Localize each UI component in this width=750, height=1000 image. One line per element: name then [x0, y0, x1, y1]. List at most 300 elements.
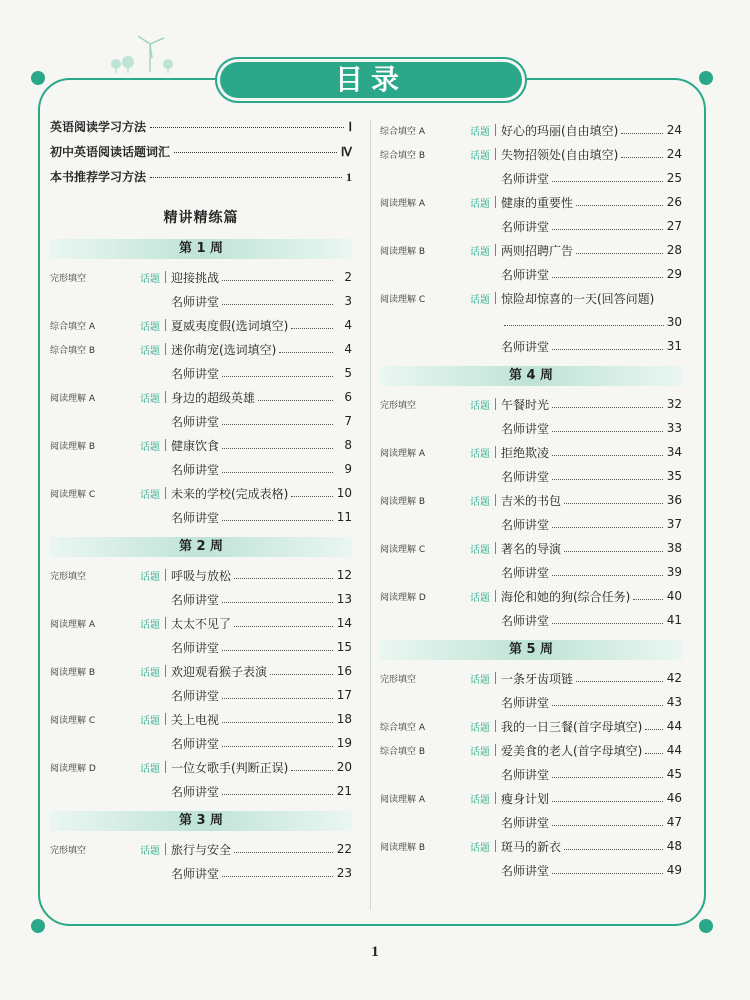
week-header: 第 2 周 — [50, 537, 352, 557]
entry-page: 40 — [666, 589, 682, 603]
leader-dots — [552, 705, 663, 706]
entry-page: 28 — [666, 243, 682, 257]
entry-title: 惊险却惊喜的一天(回答问题) — [501, 291, 655, 306]
leader-dots — [552, 181, 663, 182]
toc-entry-continuation[interactable] — [380, 310, 682, 334]
tag-separator — [495, 244, 496, 256]
entry-title: 午餐时光 — [501, 397, 550, 412]
entry-topic-tag: 话题 — [140, 667, 160, 679]
entry-type: 阅读理解 A — [50, 619, 96, 630]
entry-type: 综合填空 B — [380, 746, 426, 757]
entry-type: 阅读理解 B — [380, 246, 426, 257]
leader-dots — [222, 698, 333, 699]
tag-separator — [165, 665, 166, 677]
tag-separator — [165, 713, 166, 725]
entry-page: 16 — [336, 664, 352, 678]
entry-topic-tag: 话题 — [470, 794, 490, 806]
leader-dots — [270, 674, 333, 675]
entry-page: 21 — [336, 784, 352, 798]
entry-title: 名师讲堂 — [501, 339, 550, 354]
leader-dots — [552, 277, 663, 278]
leader-dots — [150, 177, 342, 178]
toc-entry[interactable] — [380, 762, 682, 786]
toc-entry[interactable] — [50, 433, 352, 457]
toc-entry[interactable] — [380, 488, 682, 512]
entry-type: 阅读理解 D — [50, 763, 96, 774]
toc-entry[interactable] — [380, 584, 682, 608]
toc-entry[interactable] — [50, 587, 352, 611]
leader-dots — [234, 852, 333, 853]
week-items — [50, 563, 352, 803]
entry-topic-tag: 话题 — [140, 273, 160, 285]
entry-topic-tag: 话题 — [470, 496, 490, 508]
leader-dots — [552, 431, 663, 432]
toc-entry[interactable] — [50, 265, 352, 289]
intro-title: 英语阅读学习方法 — [50, 120, 147, 134]
frame-corner-dot — [699, 919, 713, 933]
intro-entry[interactable] — [50, 118, 352, 143]
toc-entry[interactable] — [50, 755, 352, 779]
entry-type: 阅读理解 C — [50, 715, 96, 726]
leader-dots — [552, 777, 663, 778]
leader-dots — [552, 825, 663, 826]
toc-entry[interactable] — [380, 392, 682, 416]
tag-separator — [165, 569, 166, 581]
entry-topic-tag: 话题 — [470, 198, 490, 210]
tag-separator — [495, 124, 496, 136]
entry-type: 阅读理解 B — [50, 441, 96, 452]
toc-entry[interactable] — [50, 707, 352, 731]
entry-topic-tag: 话题 — [470, 400, 490, 412]
toc-entry[interactable] — [50, 611, 352, 635]
toc-entry[interactable] — [50, 313, 352, 337]
entry-page: 27 — [666, 219, 682, 233]
leader-dots — [552, 623, 663, 624]
leader-dots — [222, 304, 333, 305]
entry-title: 两则招聘广告 — [501, 243, 574, 258]
entry-page: 17 — [336, 688, 352, 702]
week-items — [50, 837, 352, 885]
entry-title: 名师讲堂 — [501, 613, 550, 628]
entry-title: 名师讲堂 — [501, 219, 550, 234]
leader-dots — [576, 681, 663, 682]
intro-page: Ⅰ — [348, 120, 352, 134]
entry-title: 海伦和她的狗(综合任务) — [501, 589, 631, 604]
entry-page: 8 — [344, 438, 352, 452]
toc-entry[interactable] — [380, 738, 682, 762]
entry-page: 37 — [666, 517, 682, 531]
entry-page: 33 — [666, 421, 682, 435]
toc-entry[interactable] — [50, 659, 352, 683]
entry-page: 32 — [666, 397, 682, 411]
toc-entry[interactable] — [50, 683, 352, 707]
toc-entry[interactable] — [380, 666, 682, 690]
leader-dots — [222, 876, 333, 877]
leader-dots — [564, 503, 663, 504]
entry-type: 阅读理解 D — [380, 592, 426, 603]
entry-topic-tag: 话题 — [470, 746, 490, 758]
entry-title: 名师讲堂 — [171, 510, 220, 525]
entry-title: 名师讲堂 — [171, 462, 220, 477]
page-title: 目录 — [220, 62, 522, 98]
entry-title: 好心的玛丽(自由填空) — [501, 123, 619, 138]
windmill-trees-decoration — [108, 32, 178, 74]
leader-dots — [222, 650, 333, 651]
toc-entry[interactable] — [380, 142, 682, 166]
leader-dots — [279, 352, 333, 353]
entry-type: 阅读理解 C — [380, 544, 426, 555]
entry-title: 关上电视 — [171, 712, 220, 727]
entry-title: 迎接挑战 — [171, 270, 220, 285]
entry-topic-tag: 话题 — [470, 722, 490, 734]
intro-page: Ⅳ — [340, 145, 352, 159]
left-weeks — [50, 239, 352, 885]
toc-entry[interactable] — [50, 505, 352, 529]
leader-dots — [552, 479, 663, 480]
toc-entry[interactable] — [50, 409, 352, 433]
entry-title: 我的一日三餐(首字母填空) — [501, 719, 643, 734]
week-header: 第 5 周 — [380, 640, 682, 660]
entry-page: 26 — [666, 195, 682, 209]
entry-title: 一位女歌手(判断正误) — [171, 760, 289, 775]
entry-page: 18 — [336, 712, 352, 726]
tag-separator — [495, 292, 496, 304]
entry-title: 名师讲堂 — [171, 784, 220, 799]
toc-entry[interactable] — [380, 810, 682, 834]
leader-dots — [552, 527, 663, 528]
entry-title: 吉米的书包 — [501, 493, 562, 508]
leader-dots — [222, 448, 333, 449]
entry-topic-tag: 话题 — [470, 126, 490, 138]
toc-entry[interactable] — [380, 858, 682, 882]
entry-page: 47 — [666, 815, 682, 829]
entry-page: 11 — [336, 510, 352, 524]
entry-title: 太太不见了 — [171, 616, 232, 631]
entry-topic-tag: 话题 — [470, 842, 490, 854]
entry-page: 6 — [344, 390, 352, 404]
toc-entry[interactable] — [50, 731, 352, 755]
tag-separator — [165, 617, 166, 629]
week-header: 第 1 周 — [50, 239, 352, 259]
leader-dots — [552, 455, 663, 456]
entry-topic-tag: 话题 — [140, 715, 160, 727]
toc-entry[interactable] — [380, 262, 682, 286]
week-items — [380, 666, 682, 882]
entry-type: 完形填空 — [380, 674, 417, 685]
entry-type: 综合填空 B — [380, 150, 426, 161]
leader-dots — [645, 753, 663, 754]
entry-type: 综合填空 A — [380, 126, 426, 137]
toc-entry[interactable] — [380, 512, 682, 536]
entry-title: 健康饮食 — [171, 438, 220, 453]
tag-separator — [495, 672, 496, 684]
entry-page: 49 — [666, 863, 682, 877]
leader-dots — [234, 578, 333, 579]
entry-page: 43 — [666, 695, 682, 709]
entry-page: 34 — [666, 445, 682, 459]
entry-title: 旅行与安全 — [171, 842, 232, 857]
entry-title: 斑马的新衣 — [501, 839, 562, 854]
leader-dots — [258, 400, 333, 401]
entry-page: 9 — [344, 462, 352, 476]
entry-title: 呼吸与放松 — [171, 568, 232, 583]
week-header: 第 3 周 — [50, 811, 352, 831]
intro-title: 初中英语阅读话题词汇 — [50, 145, 171, 159]
entry-type: 综合填空 A — [380, 722, 426, 733]
leader-dots — [222, 376, 333, 377]
leader-dots — [645, 729, 663, 730]
entry-page: 5 — [344, 366, 352, 380]
toc-entry[interactable] — [380, 464, 682, 488]
entry-topic-tag: 话题 — [470, 150, 490, 162]
week-header: 第 4 周 — [380, 366, 682, 386]
toc-entry[interactable] — [380, 334, 682, 358]
entry-title: 名师讲堂 — [171, 294, 220, 309]
entry-title: 名师讲堂 — [171, 640, 220, 655]
entry-title: 爱美食的老人(首字母填空) — [501, 743, 643, 758]
entry-page: 41 — [666, 613, 682, 627]
entry-title: 名师讲堂 — [501, 767, 550, 782]
leader-dots — [150, 127, 344, 128]
entry-page: 4 — [344, 342, 352, 356]
entry-topic-tag: 话题 — [140, 845, 160, 857]
tag-separator — [165, 843, 166, 855]
entry-title: 名师讲堂 — [501, 469, 550, 484]
entry-page: 23 — [336, 866, 352, 880]
entry-page: 4 — [344, 318, 352, 332]
toc-entry[interactable] — [380, 690, 682, 714]
intro-entry[interactable] — [50, 168, 352, 193]
leader-dots — [222, 280, 333, 281]
entry-topic-tag: 话题 — [140, 441, 160, 453]
right-top-list — [380, 118, 682, 358]
entry-topic-tag: 话题 — [470, 294, 490, 306]
tag-separator — [165, 343, 166, 355]
entry-page: 30 — [666, 315, 682, 329]
leader-dots — [552, 575, 663, 576]
toc-entry[interactable] — [380, 560, 682, 584]
entry-type: 完形填空 — [50, 845, 87, 856]
entry-page: 31 — [666, 339, 682, 353]
entry-page: 22 — [336, 842, 352, 856]
entry-title: 名师讲堂 — [171, 688, 220, 703]
entry-page: 29 — [666, 267, 682, 281]
entry-page: 38 — [666, 541, 682, 555]
toc-entry[interactable] — [50, 481, 352, 505]
entry-topic-tag: 话题 — [140, 763, 160, 775]
tag-separator — [165, 319, 166, 331]
toc-entry[interactable] — [50, 861, 352, 885]
entry-title: 名师讲堂 — [171, 866, 220, 881]
entry-topic-tag: 话题 — [470, 246, 490, 258]
leader-dots — [576, 253, 663, 254]
entry-title: 名师讲堂 — [501, 815, 550, 830]
entry-title: 著名的导演 — [501, 541, 562, 556]
entry-type: 完形填空 — [50, 273, 87, 284]
toc-entry[interactable] — [380, 714, 682, 738]
leader-dots — [564, 849, 663, 850]
entry-page: 44 — [666, 743, 682, 757]
entry-title: 名师讲堂 — [171, 366, 220, 381]
leader-dots — [291, 770, 333, 771]
entry-type: 阅读理解 C — [380, 294, 426, 305]
entry-title: 拒绝欺凌 — [501, 445, 550, 460]
toc-entry[interactable] — [50, 361, 352, 385]
toc-entry[interactable] — [380, 238, 682, 262]
entry-topic-tag: 话题 — [140, 393, 160, 405]
toc-entry[interactable] — [380, 416, 682, 440]
leader-dots — [504, 325, 664, 326]
leader-dots — [552, 407, 663, 408]
tag-separator — [165, 439, 166, 451]
toc-entry[interactable] — [50, 289, 352, 313]
entry-topic-tag: 话题 — [470, 674, 490, 686]
entry-page: 48 — [666, 839, 682, 853]
toc-entry[interactable] — [50, 837, 352, 861]
tag-separator — [495, 398, 496, 410]
tag-separator — [495, 148, 496, 160]
toc-entry[interactable] — [50, 779, 352, 803]
entry-topic-tag: 话题 — [140, 619, 160, 631]
intro-title: 本书推荐学习方法 — [50, 170, 147, 184]
toc-entry[interactable] — [50, 337, 352, 361]
toc-entry[interactable] — [380, 536, 682, 560]
entry-topic-tag: 话题 — [470, 592, 490, 604]
entry-title: 瘦身计划 — [501, 791, 550, 806]
entry-type: 阅读理解 A — [380, 448, 426, 459]
entry-type: 阅读理解 A — [50, 393, 96, 404]
entry-topic-tag: 话题 — [470, 448, 490, 460]
entry-type: 综合填空 B — [50, 345, 96, 356]
entry-title: 一条牙齿项链 — [501, 671, 574, 686]
entry-page: 42 — [666, 671, 682, 685]
left-column — [50, 118, 352, 885]
entry-page: 3 — [344, 294, 352, 308]
frame-corner-dot — [31, 919, 45, 933]
toc-entry[interactable] — [380, 608, 682, 632]
entry-title: 名师讲堂 — [171, 414, 220, 429]
entry-title: 名师讲堂 — [171, 736, 220, 751]
entry-title: 欢迎观看猴子表演 — [171, 664, 268, 679]
entry-page: 24 — [666, 123, 682, 137]
right-weeks — [380, 366, 682, 882]
entry-type: 阅读理解 C — [50, 489, 96, 500]
entry-title: 迷你萌宠(选词填空) — [171, 342, 277, 357]
toc-entry[interactable] — [380, 440, 682, 464]
entry-title: 名师讲堂 — [501, 517, 550, 532]
leader-dots — [222, 472, 333, 473]
entry-title: 失物招领处(自由填空) — [501, 147, 619, 162]
intro-entry[interactable] — [50, 143, 352, 168]
entry-page: 44 — [666, 719, 682, 733]
entry-page: 35 — [666, 469, 682, 483]
leader-dots — [621, 157, 663, 158]
leader-dots — [633, 599, 663, 600]
entry-page: 19 — [336, 736, 352, 750]
leader-dots — [234, 626, 333, 627]
entry-page: 45 — [666, 767, 682, 781]
tag-separator — [495, 720, 496, 732]
entry-title: 名师讲堂 — [501, 267, 550, 282]
right-column — [380, 118, 682, 882]
leader-dots — [222, 746, 333, 747]
week-items — [50, 265, 352, 529]
entry-title: 名师讲堂 — [501, 565, 550, 580]
tag-separator — [165, 271, 166, 283]
toc-entry[interactable] — [50, 457, 352, 481]
tag-separator — [495, 840, 496, 852]
entry-title: 名师讲堂 — [501, 863, 550, 878]
toc-entry[interactable] — [380, 190, 682, 214]
frame-corner-dot — [31, 71, 45, 85]
leader-dots — [222, 722, 333, 723]
tag-separator — [165, 761, 166, 773]
leader-dots — [222, 424, 333, 425]
entry-title: 夏威夷度假(选词填空) — [171, 318, 289, 333]
entry-title: 名师讲堂 — [171, 592, 220, 607]
leader-dots — [552, 229, 663, 230]
entry-title: 健康的重要性 — [501, 195, 574, 210]
entry-topic-tag: 话题 — [140, 489, 160, 501]
entry-topic-tag: 话题 — [140, 571, 160, 583]
entry-page: 2 — [344, 270, 352, 284]
tag-separator — [165, 391, 166, 403]
leader-dots — [291, 496, 333, 497]
leader-dots — [291, 328, 333, 329]
entry-page: 36 — [666, 493, 682, 507]
intro-list — [50, 118, 352, 193]
leader-dots — [174, 152, 337, 153]
entry-title: 名师讲堂 — [501, 421, 550, 436]
toc-entry[interactable] — [380, 214, 682, 238]
tag-separator — [495, 590, 496, 602]
entry-page: 13 — [336, 592, 352, 606]
week-items — [380, 392, 682, 632]
page-number: 1 — [371, 944, 379, 960]
leader-dots — [222, 520, 333, 521]
toc-entry[interactable] — [50, 635, 352, 659]
leader-dots — [564, 551, 663, 552]
entry-title: 名师讲堂 — [501, 695, 550, 710]
tag-separator — [495, 196, 496, 208]
leader-dots — [576, 205, 663, 206]
entry-type: 阅读理解 B — [50, 667, 96, 678]
entry-page: 20 — [336, 760, 352, 774]
entry-title: 未来的学校(完成表格) — [171, 486, 289, 501]
entry-page: 24 — [666, 147, 682, 161]
toc-entry[interactable] — [380, 786, 682, 810]
leader-dots — [552, 349, 663, 350]
tag-separator — [495, 446, 496, 458]
entry-type: 阅读理解 A — [380, 794, 426, 805]
entry-page: 46 — [666, 791, 682, 805]
leader-dots — [222, 602, 333, 603]
toc-entry[interactable] — [50, 563, 352, 587]
toc-entry[interactable] — [380, 166, 682, 190]
entry-type: 阅读理解 A — [380, 198, 426, 209]
toc-entry[interactable] — [380, 286, 682, 310]
toc-entry[interactable] — [380, 118, 682, 142]
entry-topic-tag: 话题 — [140, 321, 160, 333]
entry-page: 7 — [344, 414, 352, 428]
toc-entry[interactable] — [380, 834, 682, 858]
entry-type: 完形填空 — [50, 571, 87, 582]
entry-topic-tag: 话题 — [140, 345, 160, 357]
entry-page: 39 — [666, 565, 682, 579]
toc-entry[interactable] — [50, 385, 352, 409]
entry-title: 名师讲堂 — [501, 171, 550, 186]
frame-corner-dot — [699, 71, 713, 85]
